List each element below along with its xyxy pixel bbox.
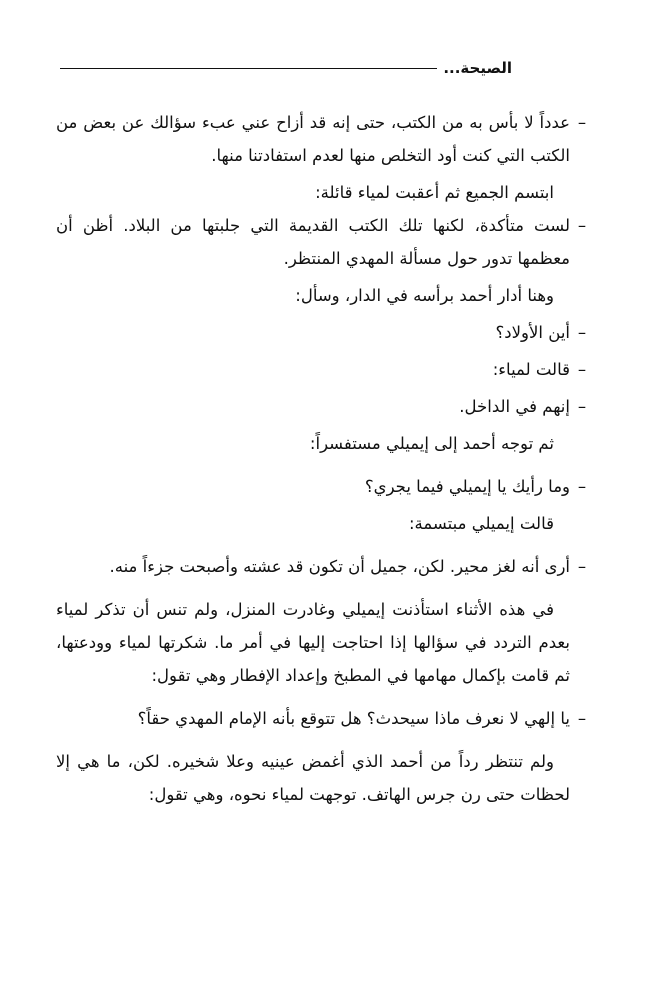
running-header	[60, 56, 512, 80]
narration-paragraph	[56, 745, 594, 811]
dash-mark: –	[577, 477, 587, 496]
header-title: الصيحة...	[443, 59, 512, 77]
paragraph-text: إنهم في الداخل.	[459, 397, 570, 416]
paragraph-text: ابتسم الجميع ثم أعقبت لمياء قائلة:	[315, 183, 554, 202]
paragraph-text: وهنا أدار أحمد برأسه في الدار، وسأل:	[295, 286, 554, 305]
narration-paragraph	[56, 279, 594, 312]
dash-mark: –	[577, 397, 587, 416]
header-rule	[60, 68, 437, 69]
dash-mark: –	[577, 557, 587, 576]
dialogue-paragraph	[56, 470, 594, 503]
paragraph-text: أرى أنه لغز محير. لكن، جميل أن تكون قد عشته وأصبحت جزءاً منه.	[109, 557, 570, 576]
paragraph-text: لست متأكدة، لكنها تلك الكتب القديمة التي جلبتها من البلاد. أظن أن معظمها تدور حول مسألة المهدي المنتظر.	[56, 216, 570, 268]
page-body	[56, 106, 594, 811]
paragraph-text: في هذه الأثناء استأذنت إيميلي وغادرت المنزل، ولم تنس أن تذكر لمياء بعدم التردد في سؤالها إذا احتاجت إليها في أمر ما. شكرتها لمياء وودعتها، ثم قامت بإكمال مهامها في المطبخ وإعداد الإفطار وهي تقول:	[56, 600, 570, 685]
dialogue-paragraph	[56, 209, 594, 275]
dialogue-paragraph	[56, 390, 594, 423]
dash-mark: –	[577, 709, 587, 728]
dash-mark: –	[577, 216, 587, 235]
paragraph-text: ولم تنتظر رداً من أحمد الذي أغمض عينيه وعلا شخيره. لكن، ما هي إلا لحظات حتى رن جرس الهاتف. توجهت لمياء نحوه، وهي تقول:	[56, 752, 570, 804]
dialogue-paragraph	[56, 702, 594, 735]
dialogue-paragraph	[56, 316, 594, 349]
dash-mark: –	[577, 360, 587, 379]
dialogue-paragraph	[56, 550, 594, 583]
narration-paragraph	[56, 427, 594, 460]
paragraph-text: ثم توجه أحمد إلى إيميلي مستفسراً:	[309, 434, 554, 453]
paragraph-text: قالت لمياء:	[492, 360, 570, 379]
paragraph-text: يا إلهي لا نعرف ماذا سيحدث؟ هل تتوقع بأنه الإمام المهدي حقاً؟	[137, 709, 570, 728]
paragraph-text: عدداً لا بأس به من الكتب، حتى إنه قد أزاح عني عبء سؤالك عن بعض من الكتب التي كنت أود التخلص منها لعدم استفادتنا منها.	[56, 113, 570, 165]
paragraph-text: أين الأولاد؟	[495, 323, 570, 342]
dash-mark: –	[577, 323, 587, 342]
dialogue-paragraph	[56, 353, 594, 386]
narration-paragraph	[56, 507, 594, 540]
paragraph-text: قالت إيميلي مبتسمة:	[408, 514, 554, 533]
narration-paragraph	[56, 593, 594, 692]
dialogue-paragraph	[56, 106, 594, 172]
narration-paragraph	[56, 176, 594, 209]
dash-mark: –	[577, 113, 587, 132]
paragraph-text: وما رأيك يا إيميلي فيما يجري؟	[364, 477, 570, 496]
